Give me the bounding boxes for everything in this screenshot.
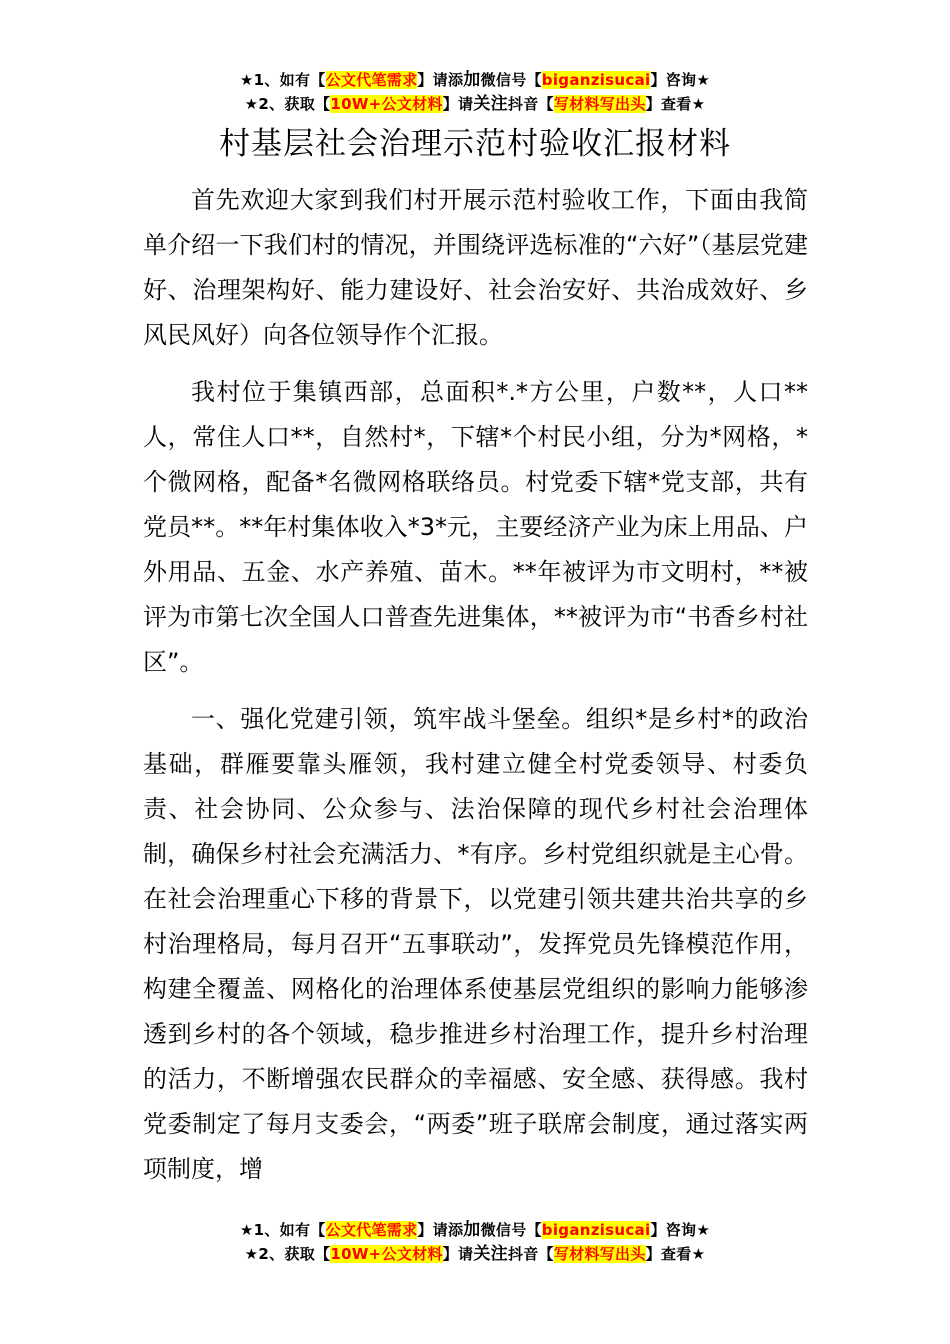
paragraph: 我村位于集镇西部，总面积*.*方公里，户数**，人口**人，常住人口**，自然村*，下辖*个村民小组，分为*网格，*个微网格，配备*名微网格联络员。村党委下辖*党支部，共有党员**。**年村集体收入*3*元，主要经济产业为床上用品、户外用品、五金、水产养殖、苗木。**年被评为市文明村，**被评为市第七次全国人口普查先进集体，**被评为市“书香乡村社区”。 xyxy=(143,378,808,676)
banner-emphasis: 加 xyxy=(463,1220,481,1240)
highlight-wechat-id: biganzisucai xyxy=(541,71,651,89)
highlight-materials: 10W+公文材料 xyxy=(330,1245,443,1263)
banner-text: 微信号【 xyxy=(480,1221,542,1239)
highlight-douyin: 写材料写出头 xyxy=(553,1245,646,1263)
header-banner xyxy=(0,68,950,116)
banner-text: ★1、如有【 xyxy=(239,71,326,89)
banner-text: ★2、获取【 xyxy=(244,95,331,113)
document-body xyxy=(143,178,808,1204)
banner-text: 】请添 xyxy=(417,1221,464,1239)
banner-emphasis: 加 xyxy=(463,70,481,90)
banner-text: 】咨询★ xyxy=(650,71,711,89)
banner-line-1 xyxy=(0,1218,950,1242)
paragraph: 一、强化党建引领，筑牢战斗堡垒。组织*是乡村*的政治基础，群雁要靠头雁领，我村建立健全村党委领导、村委负责、社会协同、公众参与、法治保障的现代乡村社会治理体制，确保乡村社会充满活力、*有序。乡村党组织就是主心骨。在社会治理重心下移的背景下，以党建引领共建共治共享的乡村治理格局，每月召开“五事联动”，发挥党员先锋模范作用，构建全覆盖、网格化的治理体系使基层党组织的影响力能够渗透到乡村的各个领域，稳步推进乡村治理工作，提升乡村治理的活力，不断增强农民群众的幸福感、安全感、获得感。我村党委制定了每月支委会，“两委”班子联席会制度，通过落实两项制度，增 xyxy=(143,705,808,1183)
highlight-wechat-id: biganzisucai xyxy=(541,1221,651,1239)
banner-text: 微信号【 xyxy=(480,71,542,89)
banner-line-1 xyxy=(0,68,950,92)
banner-text: 】查看★ xyxy=(645,1245,706,1263)
banner-emphasis: 关注 xyxy=(473,1244,508,1264)
banner-emphasis: 关注 xyxy=(473,94,508,114)
highlight-service: 公文代笔需求 xyxy=(325,71,418,89)
banner-text: 】请添 xyxy=(417,71,464,89)
banner-text: 】咨询★ xyxy=(650,1221,711,1239)
document-title: 村基层社会治理示范村验收汇报材料 xyxy=(219,126,731,162)
footer-banner xyxy=(0,1218,950,1266)
banner-text: ★1、如有【 xyxy=(239,1221,326,1239)
banner-text: 】查看★ xyxy=(645,95,706,113)
highlight-service: 公文代笔需求 xyxy=(325,1221,418,1239)
paragraph: 首先欢迎大家到我们村开展示范村验收工作，下面由我简单介绍一下我们村的情况，并围绕评选标准的“六好”（基层党建好、治理架构好、能力建设好、社会治安好、共治成效好、乡风民风好）向各位领导作个汇报。 xyxy=(143,186,808,349)
highlight-douyin: 写材料写出头 xyxy=(553,95,646,113)
banner-text: 抖音【 xyxy=(507,95,554,113)
banner-text: 】请 xyxy=(442,95,474,113)
banner-text: 抖音【 xyxy=(507,1245,554,1263)
banner-line-2 xyxy=(0,92,950,116)
banner-text: 】请 xyxy=(442,1245,474,1263)
banner-text: ★2、获取【 xyxy=(244,1245,331,1263)
banner-line-2 xyxy=(0,1242,950,1266)
highlight-materials: 10W+公文材料 xyxy=(330,95,443,113)
